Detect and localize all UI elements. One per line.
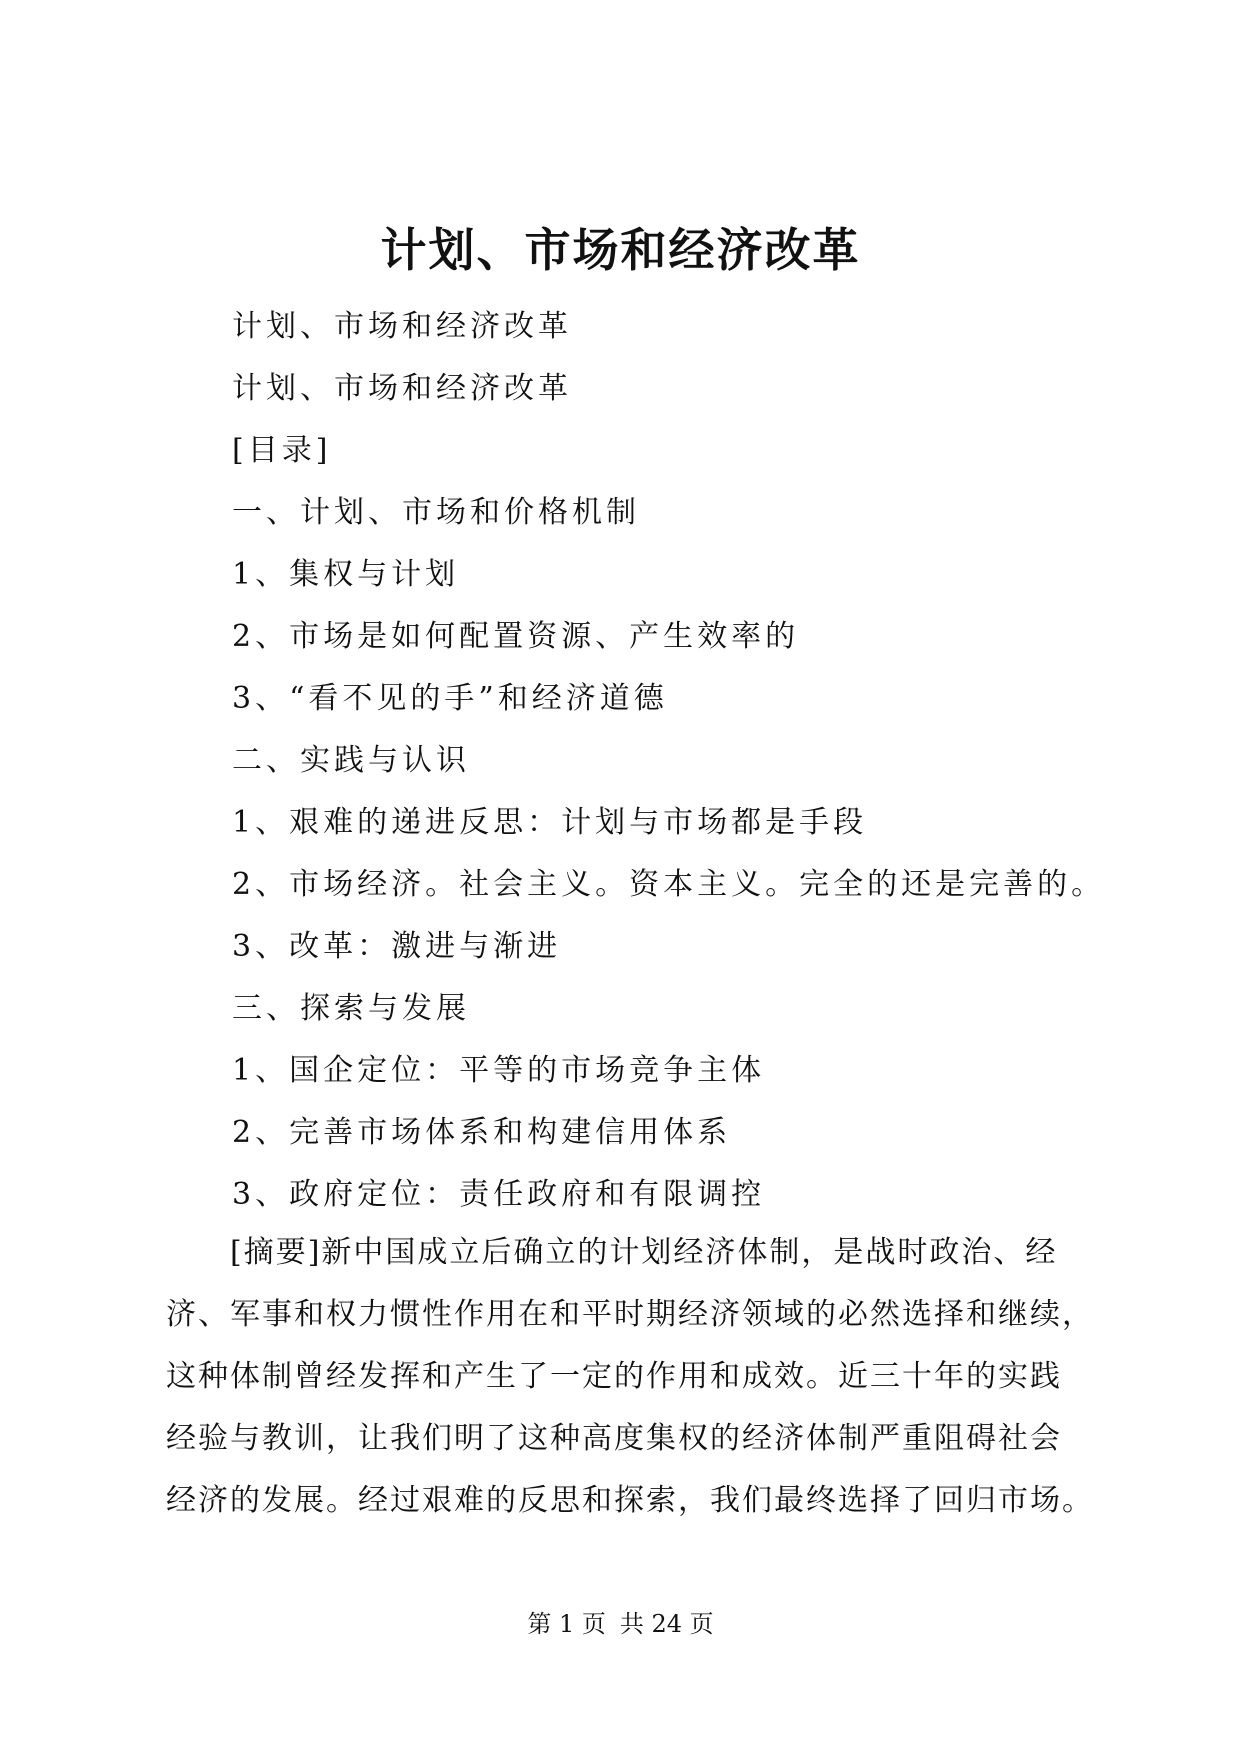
toc-item: 2、市场经济。社会主义。资本主义。完全的还是完善的。 xyxy=(232,867,1106,902)
toc-item: 2、完善市场体系和构建信用体系 xyxy=(232,1115,732,1150)
abstract-line: 这种体制曾经发挥和产生了一定的作用和成效。近三十年的实践 xyxy=(166,1359,1062,1394)
toc-item: 3、改革：激进与渐进 xyxy=(232,929,562,964)
content-line: 计划、市场和经济改革 xyxy=(232,309,572,344)
toc-section: 三、探索与发展 xyxy=(232,991,470,1026)
abstract-line: 经济的发展。经过艰难的反思和探索，我们最终选择了回归市场。 xyxy=(166,1483,1094,1518)
toc-item: 3、政府定位：责任政府和有限调控 xyxy=(232,1177,766,1212)
content-line: 计划、市场和经济改革 xyxy=(232,371,572,406)
page-footer xyxy=(0,1608,1241,1640)
page-total: 共 24 页 xyxy=(619,1610,714,1638)
toc-item: 1、集权与计划 xyxy=(232,557,460,592)
abstract-line: 经验与教训，让我们明了这种高度集权的经济体制严重阻碍社会 xyxy=(166,1421,1062,1456)
toc-section: 一、计划、市场和价格机制 xyxy=(232,495,640,530)
abstract-paragraph xyxy=(166,1222,1094,1532)
toc-item: 1、艰难的递进反思：计划与市场都是手段 xyxy=(232,805,868,840)
toc-item: 1、国企定位：平等的市场竞争主体 xyxy=(232,1053,766,1088)
toc-item: 2、市场是如何配置资源、产生效率的 xyxy=(232,619,800,654)
document-title: 计划、市场和经济改革 xyxy=(380,223,861,277)
toc-section: 二、实践与认识 xyxy=(232,743,470,778)
abstract-line: 济、军事和权力惯性作用在和平时期经济领域的必然选择和继续， xyxy=(166,1297,1094,1332)
page-number: 第 1 页 xyxy=(527,1610,606,1638)
toc-item: 3、“看不见的手”和经济道德 xyxy=(232,681,668,716)
table-of-contents xyxy=(232,296,1132,1226)
toc-heading: [目录] xyxy=(232,433,332,468)
abstract-line: [摘要]新中国成立后确立的计划经济体制，是战时政治、经 xyxy=(230,1235,1058,1270)
